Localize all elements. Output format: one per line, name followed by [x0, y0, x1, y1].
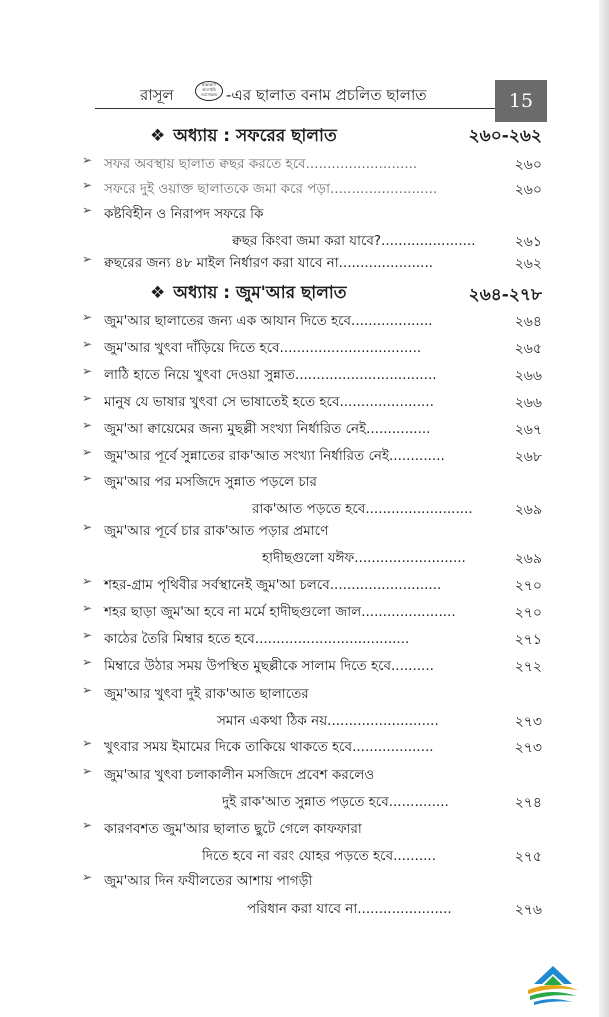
arrow-bullet-icon: ➢: [82, 683, 93, 697]
entry-page: ২৭৩: [514, 740, 542, 756]
toc-entry[interactable]: [82, 870, 542, 920]
entry-text-continued: দুই রাক'আত সুন্নাত পড়তে হবে..............: [222, 794, 449, 810]
entry-text-continued: সমান একথা ঠিক নয়..........................: [217, 713, 439, 729]
arrow-bullet-icon: ➢: [82, 736, 93, 750]
entry-page: ২৬২: [514, 256, 542, 272]
entry-text: ক্বছরের জন্য ৪৮ মাইল নির্ধারণ করা যাবে না......................: [104, 255, 434, 271]
entry-text: জুম'আ ক্বায়েমের জন্য মুছল্লী সংখ্যা নির্ধারিত নেই...............: [104, 421, 431, 437]
entry-page: ২৬১: [514, 234, 542, 250]
arrow-bullet-icon: ➢: [82, 418, 93, 432]
arrow-bullet-icon: ➢: [82, 153, 93, 167]
chapter-heading: [150, 123, 337, 151]
arrow-bullet-icon: ➢: [82, 870, 93, 884]
entry-text: জুম'আর পূর্বে চার রাক'আত পড়ার প্রমাণে: [104, 523, 329, 539]
entry-text: জুম'আর পর মসজিদে সুন্নাত পড়লে চার: [104, 474, 317, 490]
arrow-bullet-icon: ➢: [82, 337, 93, 351]
entry-page: ২৬৬: [514, 395, 542, 411]
entry-text: জুম'আর ছালাতের জন্য এক আযান দিতে হবে...................: [104, 313, 433, 329]
entry-page: ২৭০: [514, 578, 542, 594]
arrow-bullet-icon: ➢: [82, 252, 93, 266]
chapter-page-range: ২৬০-২৬২: [468, 126, 542, 146]
header-title-left: রাসূল: [140, 86, 174, 104]
toc-entry[interactable]: [82, 764, 542, 814]
entry-page: ২৬৪: [514, 314, 542, 330]
running-header: [140, 78, 540, 110]
entry-text: জুম'আর খুৎবা চলাকালীন মসজিদে প্রবেশ করলেও: [104, 767, 375, 783]
toc-entry[interactable]: [82, 818, 542, 868]
arrow-bullet-icon: ➢: [82, 364, 93, 378]
chapter-page-range: ২৬৪-২৭৮: [468, 285, 542, 305]
entry-text: কারণবশত জুম'আর ছালাত ছুটে গেলে কাফফারা: [104, 821, 362, 837]
entry-text: কষ্টবিহীন ও নিরাপদ সফরে কি: [104, 206, 264, 222]
entry-page: ২৭২: [514, 659, 542, 675]
entry-text: কাঠের তৈরি মিম্বার হতে হবে....................................: [104, 631, 410, 647]
entry-text: লাঠি হাতে নিয়ে খুৎবা দেওয়া সুন্নাত.................................: [104, 367, 437, 383]
entry-page: ২৬৭: [514, 422, 542, 438]
entry-text: শহর-গ্রাম পৃথিবীর সর্বস্থানেই জুম'আ চলবে..........................: [104, 577, 442, 593]
header-title-right: -এর ছালাত বনাম প্রচলিত ছালাত: [226, 86, 427, 104]
entry-page: ২৭৩: [514, 714, 542, 730]
entry-text: শহর ছাড়া জুম'আ হবে না মর্মে হাদীছগুলো জাল......................: [104, 604, 456, 620]
toc-entry[interactable]: [82, 203, 542, 253]
entry-text: মিম্বারে উঠার সময় উপস্থিত মুছল্লীকে সালাম দিতে হবে..........: [104, 658, 434, 674]
arrow-bullet-icon: ➢: [82, 203, 93, 217]
entry-page: ২৬৯: [514, 502, 542, 518]
toc-entry[interactable]: [82, 520, 542, 570]
entry-page: ২৬৬: [514, 368, 542, 384]
entry-text: জুম'আর পূর্বে সুন্নাতের রাক'আত সংখ্যা নির্ধারিত নেই.............: [104, 448, 445, 464]
arrow-bullet-icon: ➢: [82, 764, 93, 778]
entry-page: ২৬৯: [514, 551, 542, 567]
entry-page: ২৬৮: [514, 449, 542, 465]
chapter-heading: [150, 280, 347, 308]
toc-entry[interactable]: [82, 683, 542, 733]
entry-page: ২৭১: [514, 632, 542, 648]
entry-page: ২৬০: [514, 157, 542, 173]
entry-text: জুম'আর দিন ফযীলতের আশায় পাগড়ী: [104, 873, 313, 889]
entry-text: সফরে দুই ওয়াক্ত ছালাতকে জমা করে পড়া.........................: [104, 181, 438, 197]
publisher-logo-icon: [522, 962, 584, 1006]
page-edge: [599, 0, 609, 1017]
entry-text-continued: রাক'আত পড়তে হবে.........................: [252, 501, 473, 517]
entry-text: জুম'আর খুৎবা দাঁড়িয়ে দিতে হবে.................................: [104, 340, 422, 356]
arrow-bullet-icon: ➢: [82, 818, 93, 832]
entry-page: ২৬০: [514, 182, 542, 198]
diamond-bullet-icon: ❖: [150, 283, 166, 303]
chapter-title: অধ্যায় : সফরের ছালাত: [173, 126, 337, 146]
arrow-bullet-icon: ➢: [82, 655, 93, 669]
entry-text: মানুষ যে ভাষার খুৎবা সে ভাষাতেই হতে হবে......................: [104, 394, 434, 410]
entry-text: জুম'আর খুৎবা দুই রাক'আত ছালাতের: [104, 686, 309, 702]
entry-text: সফর অবস্থায় ছালাত ক্বছর করতে হবে..........................: [104, 156, 418, 172]
entry-page: ২৭৪: [514, 795, 542, 811]
arrow-bullet-icon: ➢: [82, 601, 93, 615]
toc-entry[interactable]: [82, 471, 542, 521]
entry-text-continued: ক্বছর কিংবা জমা করা যাবে?......................: [232, 233, 476, 249]
arrow-bullet-icon: ➢: [82, 178, 93, 192]
entry-page: ২৭৬: [514, 902, 542, 918]
entry-text-continued: হাদীছগুলো যঈফ..........................: [262, 550, 466, 566]
entry-text-continued: পরিধান করা যাবে না......................: [247, 901, 452, 917]
entry-text-continued: দিতে হবে না বরং যোহর পড়তে হবে..........: [202, 848, 436, 864]
diamond-bullet-icon: ❖: [150, 126, 166, 146]
header-rule: [95, 108, 540, 109]
page-number-tab: 15: [495, 80, 547, 122]
entry-page: ২৭৫: [514, 849, 542, 865]
arrow-bullet-icon: ➢: [82, 574, 93, 588]
arrow-bullet-icon: ➢: [82, 310, 93, 324]
chapter-title: অধ্যায় : জুম'আর ছালাত: [173, 283, 347, 303]
entry-page: ২৬৫: [514, 341, 542, 357]
arrow-bullet-icon: ➢: [82, 520, 93, 534]
arrow-bullet-icon: ➢: [82, 628, 93, 642]
arrow-bullet-icon: ➢: [82, 391, 93, 405]
entry-text: খুৎবার সময় ইমামের দিকে তাকিয়ে থাকতে হবে...................: [104, 739, 434, 755]
arrow-bullet-icon: ➢: [82, 471, 93, 485]
entry-page: ২৭০: [514, 605, 542, 621]
arrow-bullet-icon: ➢: [82, 445, 93, 459]
salutation-emblem-icon: ছাল্লাল্লাহু আলাইহি ওয়াসাল্লাম: [195, 81, 223, 101]
